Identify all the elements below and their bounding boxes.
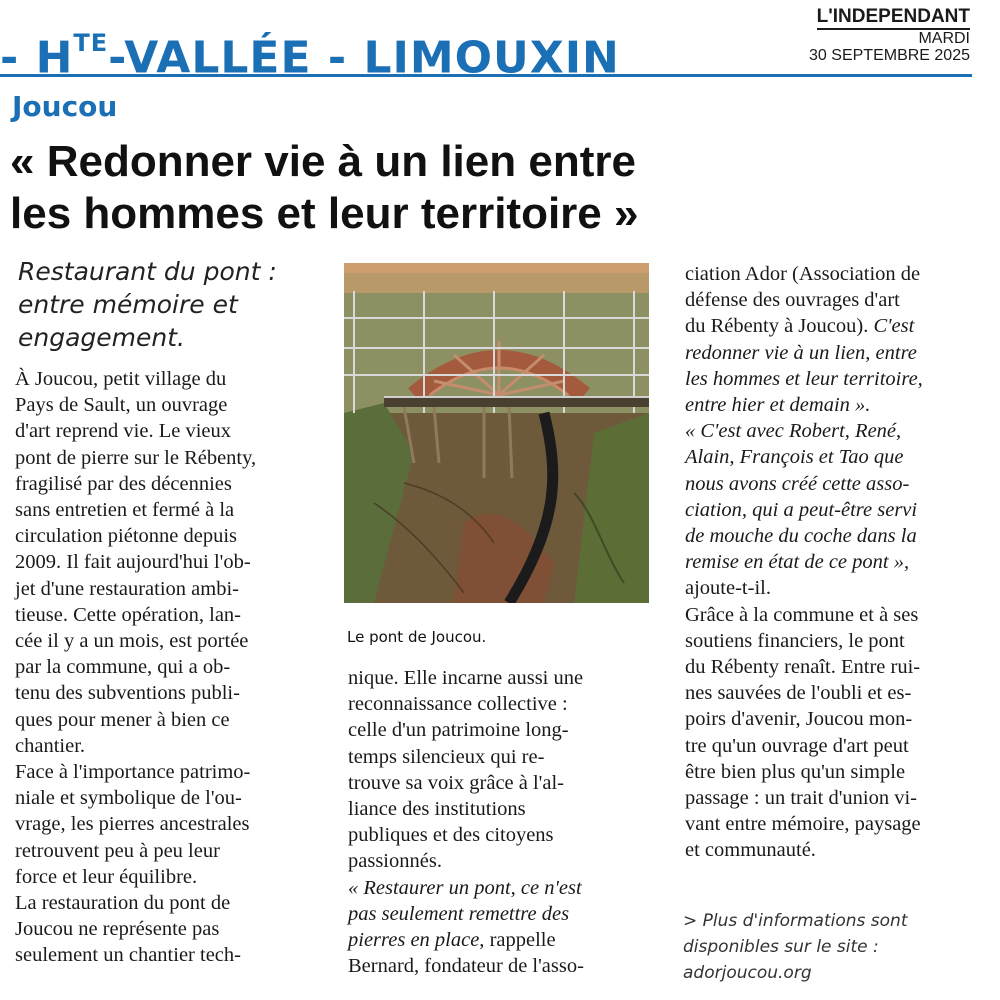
text-line: Joucou ne représente pas: [15, 918, 220, 941]
text-line: « C'est avec Robert, René,: [685, 420, 902, 443]
text-line: publiques et des citoyens: [348, 824, 554, 847]
text-line: les hommes et leur territoire,: [685, 367, 923, 390]
section-sup: TE: [73, 29, 109, 57]
text-line: reconnaissance collective :: [348, 693, 568, 716]
text-line: À Joucou, petit village du: [15, 368, 227, 390]
info-box: [683, 908, 983, 986]
text-line: [685, 313, 987, 339]
text-line: Pays de Sault, un ouvrage: [15, 394, 228, 417]
text-line: « Restaurer un pont, ce n'est: [348, 876, 582, 899]
text-fragment: du Rébenty à Joucou).: [685, 315, 869, 338]
photo-caption: Le pont de Joucou.: [347, 628, 487, 646]
text-line: Alain, François et Tao que: [685, 446, 904, 469]
headline-line: les hommes et leur territoire »: [10, 189, 639, 238]
text-line: tieuse. Cette opération, lan-: [15, 603, 241, 626]
info-line: disponibles sur le site :: [683, 937, 879, 957]
section-rest: -VALLÉE - LIMOUXIN: [108, 32, 620, 84]
text-line: trouve sa voix grâce à l'al-: [348, 771, 565, 794]
text-line: et communauté.: [685, 839, 816, 862]
text-line: d'art reprend vie. Le vieux: [15, 420, 232, 443]
section-rule: [0, 74, 972, 77]
text-line: poirs d'avenir, Joucou mon-: [685, 708, 913, 731]
text-line: passionnés.: [348, 850, 442, 873]
text-line: nes sauvées de l'oubli et es-: [685, 682, 912, 705]
text-line: tre qu'un ouvrage d'art peut: [685, 734, 909, 757]
website-link[interactable]: adorjoucou.org: [683, 963, 812, 983]
text-line: celle d'un patrimoine long-: [348, 719, 569, 742]
article-column-1: [15, 366, 323, 969]
text-line: niale et symbolique de l'ou-: [15, 787, 242, 810]
text-line: pas seulement remettre des: [348, 902, 570, 925]
text-line: tenu des subventions publi-: [15, 682, 240, 705]
text-line: vant entre mémoire, paysage: [685, 813, 921, 836]
lede-line: Restaurant du pont :: [18, 257, 277, 286]
text-line: cée il y a un mois, est portée: [15, 630, 249, 653]
text-line: circulation piétonne depuis: [15, 525, 238, 548]
text-line: [348, 927, 648, 953]
text-line: Face à l'importance patrimo-: [15, 761, 251, 784]
text-line: vrage, les pierres ancestrales: [15, 813, 250, 836]
text-line: Bernard, fondateur de l'asso-: [348, 955, 584, 978]
lede-line: engagement.: [18, 323, 185, 352]
text-line: de mouche du coche dans la: [685, 525, 917, 548]
text-line: pont de pierre sur le Rébenty,: [15, 446, 257, 469]
text-line: nique. Elle incarne aussi une: [348, 667, 584, 689]
text-fragment: rappelle: [484, 929, 556, 952]
text-line: La restauration du pont de: [15, 892, 231, 915]
article-column-2: [348, 665, 648, 979]
quote-fragment: pierres en place,: [348, 929, 485, 952]
text-line: sans entretien et fermé à la: [15, 499, 235, 522]
text-line: ajoute-t-il.: [685, 577, 771, 600]
article-column-3: [685, 261, 987, 864]
text-line: chantier.: [15, 734, 86, 757]
text-line: ciation Ador (Association de: [685, 263, 921, 285]
text-line: entre hier et demain ».: [685, 394, 871, 417]
section-prefix: - H: [0, 32, 74, 84]
text-line: seulement un chantier tech-: [15, 944, 241, 967]
text-line: ciation, qui a peut-être servi: [685, 498, 918, 521]
text-line: fragilisé par des décennies: [15, 472, 232, 495]
info-line: > Plus d'informations sont: [683, 911, 908, 931]
text-line: être bien plus qu'un simple: [685, 760, 906, 783]
text-line: soutiens financiers, le pont: [685, 629, 905, 652]
text-line: Grâce à la commune et à ses: [685, 603, 919, 626]
text-line: du Rébenty renaît. Entre rui-: [685, 656, 921, 679]
locality-heading: Joucou: [12, 90, 118, 123]
quote-fragment: C'est: [868, 315, 915, 338]
text-line: force et leur équilibre.: [15, 865, 198, 888]
text-line: temps silencieux qui re-: [348, 745, 545, 768]
article-lede: [18, 255, 318, 354]
text-line: redonner vie à un lien, entre: [685, 341, 917, 364]
text-line: passage : un trait d'union vi-: [685, 787, 917, 810]
text-line: nous avons créé cette asso-: [685, 472, 910, 495]
text-line: remise en état de ce pont »,: [685, 551, 910, 574]
lede-line: entre mémoire et: [18, 290, 238, 319]
bridge-illustration: [344, 263, 649, 603]
bridge-photo: [344, 263, 649, 603]
text-line: défense des ouvrages d'art: [685, 289, 900, 312]
article-headline: [10, 136, 710, 240]
headline-line: « Redonner vie à un lien entre: [10, 137, 636, 186]
publication-day: MARDI: [918, 30, 970, 47]
text-line: jet d'une restauration ambi-: [15, 577, 239, 600]
newspaper-name: L'INDEPENDANT: [817, 6, 970, 30]
masthead: [809, 6, 970, 64]
text-line: ques pour mener à bien ce: [15, 708, 230, 731]
text-line: par la commune, qui a ob-: [15, 656, 231, 679]
text-line: 2009. Il fait aujourd'hui l'ob-: [15, 551, 251, 574]
publication-date: 30 SEPTEMBRE 2025: [809, 47, 970, 64]
text-line: liance des institutions: [348, 798, 526, 821]
section-banner: [0, 24, 700, 84]
text-line: retrouvent peu à peu leur: [15, 839, 220, 862]
